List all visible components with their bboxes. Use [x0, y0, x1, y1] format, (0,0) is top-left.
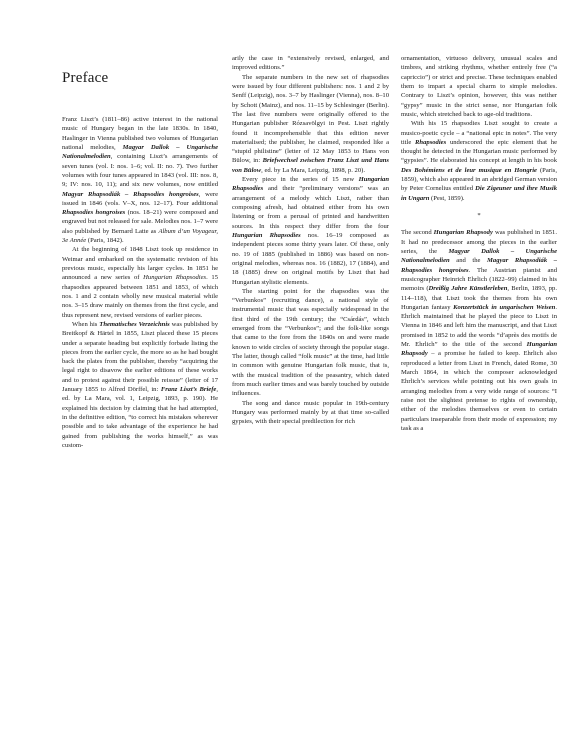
text-column-2: [232, 0, 389, 750]
paragraph: When his Thematisches Verzeichnis was published by Breitkopf & Härtel in 1855, Liszt placed these 15 pieces under a separate heading but explicitly forbade listing the pieces from the earlier cycle, the more so as he had bought back the plates from the publisher, thereby “acquiring the legal right to disavow the earlier editions of these works and to protest against their possible reissue” (letter of 17 January 1855 to Alfred Dörffel, in: Franz Liszt’s Briefe, ed. by La Mara, vol. 1, Leipzig, 1893, p. 190). He explained his decision by claiming that he had attempted, in the definitive edition, “to correct his mistakes wherever possible and to take advantage of the experience he had gained from publishing the works himself,” as was custom-: [62, 320, 218, 449]
page-title: Preface: [62, 70, 109, 86]
paragraph: The song and dance music popular in 19th-century Hungary was performed mainly by at that time so-called gypsies, with their special predilection for rich: [232, 399, 389, 426]
paragraph: The separate numbers in the new set of rhapsodies were issued by four different publishers: nos. 1 and 2 by Senff (Leipzig), nos. 3–7 by Haslinger (Vienna), nos. 8–10 by Schott (Mainz), and nos. 11–15 by Schlesinger (Berlin). The last five numbers were originally offered to the Hungarian publisher Rózsavölgyi in Pest. Liszt rightly found it incomprehensible that this edition never materialised; the publisher, he claimed, responded like a “stupid philistine” (letter of 12 May 1853 to Hans von Bülow, in: Briefwechsel zwischen Franz Liszt und Hans von Bülow, ed. by La Mara, Leipzig, 1898, p. 20).: [232, 73, 389, 174]
paragraph: With his 15 rhapsodies Liszt sought to create a musico-poetic cycle – a “national epic in notes”. The very title Rhapsodies underscored the epic element that he thought he detected in the Hungarian music performed by “gypsies”. He elaborated his concept at length in his book Des Bohémiens et de leur musique en Hongrie (Paris, 1859), which also appeared in an abridged German version by Peter Cornelius entitled Die Zigeuner und ihre Musik in Ungarn (Pest, 1859).: [401, 120, 557, 202]
text-column-3: [401, 0, 557, 750]
paragraph: At the beginning of 1848 Liszt took up residence in Weimar and embarked on the systematic revision of his previous music, especially his larger cycles. In 1851 he announced a new series of Hungarian Rhapsodies. 15 rhapsodies appeared between 1851 and 1853, of which nos. 1 and 2 contain wholly new musical material while nos. 3–15 draw mainly on themes from the first cycle, and thus represent new, revised versions of earlier pieces.: [62, 246, 218, 319]
paragraph: The starting point for the rhapsodies was the “Verbunkos” (recruiting dance), a national style of instrumental music that was especially widespread in the first third of the 19th century; the “Csárdás”, which emerged from the “Verbunkos”; and the folk-like songs that came to the fore from the 1840s on and were made known to wide circles of society through the popular stage. The latter, though called “folk music” at the time, had little in common with genuine Hungarian folk music, that is, with the musical tradition of the peasantry, which dated from much earlier times and was barely touched by outside influences.: [232, 287, 389, 398]
section-separator: *: [477, 212, 481, 219]
paragraph: Franz Liszt’s (1811–86) active interest in the national music of Hungary began in the late 1830s. In 1840, Haslinger in Vienna published two volumes of Hungarian national melodies, Magyar Dallok – Ungarische Nationalmelodien, containing Liszt’s arrangements of seven tunes (vol. I: nos. 1–6; vol. II: no. 7). Two further volumes with four tunes appeared in 1843 (vol. III: nos. 8, 9; IV: nos. 10, 11); and six new volumes, now entitled Magyar Rhapsodiák – Rhapsodies hongroises, were issued in 1846 (vols. V–X, nos. 12–17). Four additional Rhapsodies hongroises (nos. 18–21) were composed and engraved but not released for sale. Melodies nos. 1–7 were also published by Bernard Latte as Album d’un Voyageur, 3e Année (Paris, 1842).: [62, 116, 218, 245]
paragraph: Every piece in the series of 15 new Hungarian Rhapsodies and their “preliminary versions” was an arrangement of a melody which Liszt, rather than composing afresh, had obtained either from his own listening or from a perusal of printed and handwritten sources. In this respect they differ from the four Hungarian Rhapsodies nos. 16–19 composed as independent pieces some thirty years later. Of these, only no. 19 of 1885 (published in 1886) was based on non-original melodies, whereas nos. 16 (1882), 17 (1884), and 18 (1885) drew on original motifs by Liszt that had Hungarian stylistic elements.: [232, 176, 389, 286]
paragraph: The second Hungarian Rhapsody was published in 1851. It had no predecessor among the pieces in the earlier series, the Magyar Dallok – Ungarische Nationalmelodien and the Magyar Rhapsodiák – Rhapsodies hongroises. The Austrian pianist and musicographer Heinrich Ehrlich (1822–99) claimed in his memoirs (Dreißig Jahre Künstlerleben, Berlin, 1893, pp. 114–118), that Liszt took the themes from his own Hungarian fantasy Konzertstück in ungarischen Weisen. Ehrlich maintained that he played the piece to Liszt in Vienna in 1846 and left him the manuscript, and that Liszt promised in 1852 to add the words “d’après des motifs de Mr. Ehrlich” to the title of the second Hungarian Rhapsody – a promise he failed to keep. Ehrlich also reproduced a letter from Liszt in French, dated Rome, 30 March 1864, in which the composer acknowledged Ehrlich’s services while pointing out his own goals in arranging melodies from a very wide range of sources: “I raise not the slightest pretense to rights of ownership, either of the melodies themselves or even to certain particulars inseparable from their mode of expression; my task as a: [401, 229, 557, 432]
text-column-1: [62, 0, 218, 750]
paragraph: arily the case in “extensively revised, enlarged, and improved editions.”: [232, 55, 389, 72]
paragraph: ornamentation, virtuoso delivery, unusual scales and timbres, and striking rhythms, whether entirely free (“a capriccio”) or strict and precise. These techniques enabled them to impart a special charm to simple melodies. Contrary to Liszt’s opinion, however, this was neither “gypsy” music in the strict sense, nor Hungarian folk music, which stretched back to age-old traditions.: [401, 55, 557, 118]
